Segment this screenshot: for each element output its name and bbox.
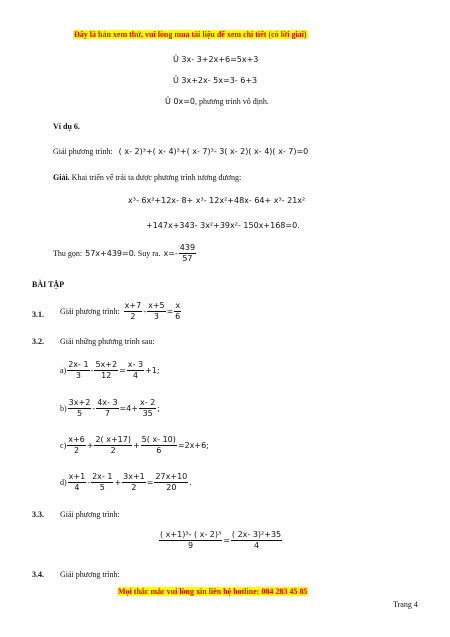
item-label: b) bbox=[60, 404, 67, 413]
equation-tail: ; bbox=[157, 404, 160, 413]
numerator: 2x- 1 bbox=[92, 472, 113, 481]
fraction bbox=[174, 301, 181, 322]
numerator: x bbox=[175, 301, 181, 310]
fraction bbox=[122, 472, 146, 493]
denominator: 9 bbox=[188, 541, 194, 550]
step-3-math: Û 0x=0 bbox=[165, 97, 196, 106]
step-3 bbox=[165, 97, 269, 106]
result-fraction-num: 439 bbox=[179, 243, 196, 252]
denominator: 3 bbox=[75, 371, 81, 380]
denominator: 20 bbox=[166, 483, 177, 492]
operator: + bbox=[132, 441, 140, 450]
page-number: Trang 4 bbox=[393, 600, 418, 609]
result-fraction bbox=[179, 243, 196, 264]
exercise-3-3-text: Giải phương trình: bbox=[60, 510, 120, 519]
numerator: 3x+1 bbox=[123, 472, 145, 481]
operator: + bbox=[86, 441, 94, 450]
reduce-mid: . Suy ra. bbox=[133, 249, 161, 258]
x-equals: x=- bbox=[163, 249, 178, 258]
fraction bbox=[68, 398, 92, 419]
fraction bbox=[139, 398, 156, 419]
step-2: Û 3x+2x- 5x=3- 6+3 bbox=[173, 76, 258, 85]
denominator: 4 bbox=[74, 483, 80, 492]
numerator: ( x+1)³- ( x- 2)³ bbox=[160, 530, 222, 539]
denominator: 2 bbox=[73, 446, 80, 455]
denominator: 2 bbox=[130, 312, 136, 321]
solution-intro bbox=[53, 173, 241, 182]
fraction bbox=[94, 435, 132, 456]
exercise-3-3-equation bbox=[158, 530, 283, 551]
operator: - bbox=[92, 404, 96, 413]
numerator: x+7 bbox=[124, 301, 142, 310]
denominator: 5 bbox=[99, 483, 105, 492]
item-label: c) bbox=[60, 441, 67, 450]
exercises-title: BÀI TẬP bbox=[32, 280, 65, 289]
fraction bbox=[67, 360, 89, 381]
exercise-3-1 bbox=[60, 301, 182, 322]
exercise-3-2-text: Giải những phương trình sau: bbox=[60, 337, 155, 346]
denominator: 12 bbox=[101, 371, 112, 380]
denominator: 7 bbox=[104, 409, 110, 418]
fraction bbox=[147, 301, 166, 322]
operator: = bbox=[146, 478, 154, 487]
numerator: ( 2x- 3)²+35 bbox=[231, 530, 282, 539]
numerator: 2( x+17) bbox=[95, 435, 131, 444]
fraction bbox=[94, 360, 118, 381]
result-fraction-den: 57 bbox=[182, 254, 193, 263]
numerator: x- 2 bbox=[140, 398, 156, 407]
denominator: 5 bbox=[76, 409, 83, 418]
numerator: x- 3 bbox=[127, 360, 144, 369]
reduce-label: Thu gọn: bbox=[53, 249, 83, 258]
numerator: x+1 bbox=[68, 472, 86, 481]
exercise-3-2-d bbox=[60, 472, 192, 493]
solution-label: Giải. bbox=[53, 173, 70, 182]
exercise-3-1-num: 3.1. bbox=[32, 310, 44, 319]
denominator: 3 bbox=[153, 312, 159, 321]
exercise-3-2-b bbox=[60, 398, 160, 419]
exercise-3-2-num: 3.2. bbox=[32, 337, 44, 346]
operator: =4+ bbox=[119, 404, 139, 413]
exercise-3-4-num: 3.4. bbox=[32, 570, 44, 579]
reduce-equation: 57x+439=0 bbox=[85, 249, 134, 258]
fraction bbox=[127, 360, 144, 381]
fraction bbox=[141, 435, 177, 456]
solution-text: Khai triển vế trái ta được phương trình tương đương: bbox=[71, 173, 242, 182]
exercise-3-2-a bbox=[60, 360, 160, 381]
example-6-prompt bbox=[53, 147, 308, 156]
numerator: 4x- 3 bbox=[97, 398, 118, 407]
step-1: Û 3x- 3+2x+6=5x+3 bbox=[173, 55, 259, 64]
expansion-line-2: +147x+343- 3x²+39x²- 150x+168=0. bbox=[146, 221, 300, 230]
example-6-title: Ví dụ 6. bbox=[53, 122, 80, 131]
denominator: 2 bbox=[110, 446, 116, 455]
fraction bbox=[68, 472, 87, 493]
denominator: 6 bbox=[156, 446, 162, 455]
preview-banner: Đây là bản xem thử, vui lòng mua tài liệu để xem chi tiết (có lời giải) bbox=[74, 30, 307, 39]
expansion-line-1: x³- 6x²+12x- 8+ x³- 12x²+48x- 64+ x³- 21x² bbox=[128, 196, 306, 205]
numerator: 5x+2 bbox=[95, 360, 118, 369]
item-label: a) bbox=[60, 366, 67, 375]
denominator: 4 bbox=[132, 371, 138, 380]
item-label: d) bbox=[60, 478, 67, 487]
equation-tail: . bbox=[189, 478, 192, 487]
exercise-3-1-text: Giải phương trình: bbox=[60, 307, 120, 316]
numerator: 2x- 1 bbox=[68, 360, 89, 369]
fraction bbox=[159, 530, 222, 551]
operator: = bbox=[119, 366, 126, 375]
step-3-text: , phương trình vô định. bbox=[195, 97, 269, 106]
numerator: 3x+2 bbox=[68, 398, 91, 407]
equation-tail: =2x+6; bbox=[177, 441, 209, 450]
operator: - bbox=[87, 478, 91, 487]
operator: - bbox=[90, 366, 94, 375]
numerator: x+5 bbox=[148, 301, 165, 310]
fraction bbox=[91, 472, 113, 493]
exercise-3-3-num: 3.3. bbox=[32, 510, 44, 519]
exercise-3-4-text: Giải phương trình: bbox=[60, 570, 120, 579]
operator: = bbox=[223, 536, 230, 545]
denominator: 2 bbox=[131, 483, 137, 492]
operator: = bbox=[166, 307, 174, 316]
fraction bbox=[154, 472, 188, 493]
numerator: 27x+10 bbox=[155, 472, 188, 481]
fraction bbox=[124, 301, 143, 322]
operator: - bbox=[143, 307, 147, 316]
exercise-3-2-c bbox=[60, 435, 209, 456]
reduced-result bbox=[53, 243, 197, 264]
operator: + bbox=[114, 478, 122, 487]
hotline-banner: Mọi thắc mắc vui lòng xin liên hệ hotline: 084 283 45 85 bbox=[118, 587, 308, 596]
numerator: x+6 bbox=[68, 435, 85, 444]
fraction bbox=[231, 530, 282, 551]
denominator: 6 bbox=[175, 312, 181, 321]
example-6-prompt-text: Giải phương trình: bbox=[53, 147, 113, 156]
example-6-equation: ( x- 2)³+( x- 4)³+( x- 7)³- 3( x- 2)( x- 4)( x- 7)=0 bbox=[118, 147, 309, 156]
denominator: 4 bbox=[253, 541, 260, 550]
fraction bbox=[67, 435, 86, 456]
fraction bbox=[96, 398, 118, 419]
numerator: 5( x- 10) bbox=[141, 435, 176, 444]
equation-tail: +1; bbox=[145, 366, 160, 375]
denominator: 35 bbox=[142, 409, 153, 418]
